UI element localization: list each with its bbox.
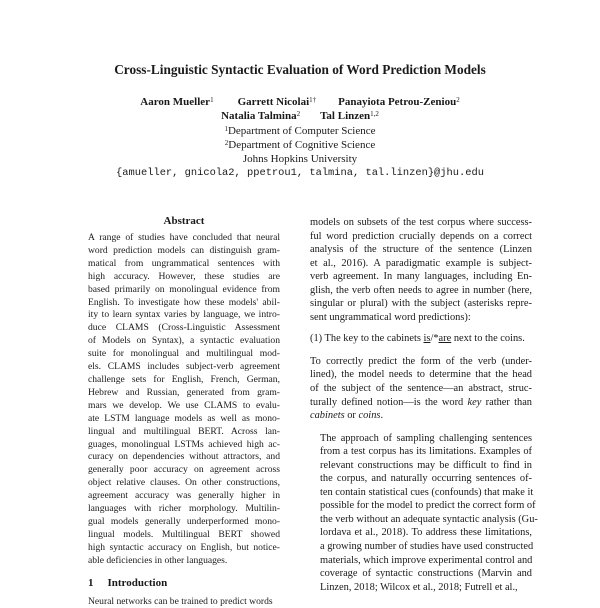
text-line: agreement accuracy was generally higher in <box>88 490 280 502</box>
left-column <box>88 214 280 608</box>
text-line: lordava et al., 2018). To address these limitations, <box>320 527 532 539</box>
text-line: lingual models. Multilingual BERT showed <box>88 528 280 540</box>
text-line: word prediction models can distinguish gram- <box>88 244 280 256</box>
author-name: Garrett Nicolai$^{1\dagger}$ <box>237 96 317 108</box>
text-line: guages, monolingual LSTMs achieved high ac- <box>88 438 280 450</box>
text-line: glish, the verb often needs to agree in number (here, <box>310 284 532 296</box>
text-line: the corpus, and naturally occurring sentences of- <box>320 473 532 485</box>
text-line: generally poor accuracy on agreement across <box>88 464 280 476</box>
author-row-2 <box>0 109 600 123</box>
author-name: Tal Linzen$^{1,2}$ <box>320 110 379 122</box>
section-heading-introduction: 1 Introduction <box>88 576 168 589</box>
text-line: suite for monolingual and multilingual mod- <box>88 348 280 360</box>
text-line: analysis of the structure of the sentence (Linzen <box>310 244 532 256</box>
text-line: lingual and multilingual BERT. Across lan- <box>88 425 280 437</box>
affiliation-line: $^2$Department of Cognitive Science <box>224 139 376 152</box>
text-line: object relative clauses. On other constructions, <box>88 477 280 489</box>
text-line: The approach of sampling challenging sentences <box>320 432 532 444</box>
text-line: materials, which improve experimental control and <box>320 554 533 566</box>
text-line: languages with richer morphology. Multilin- <box>88 503 280 515</box>
text-line: possible for the model to predict the correct form of <box>320 500 536 512</box>
author-name: Aaron Mueller$^1$ <box>140 96 214 108</box>
text-line: To correctly predict the form of the verb (under- <box>310 355 532 367</box>
text-line: curacy on dependencies without attractors, and <box>88 451 280 463</box>
author-block <box>0 95 600 123</box>
affiliation-line: $^1$Department of Computer Science <box>224 125 376 137</box>
text-line: duce CLAMS (Cross-Linguistic Assessment <box>88 322 280 334</box>
abstract-heading: Abstract <box>163 215 205 227</box>
paragraph <box>310 355 532 423</box>
text-line: mars we develop. We use CLAMS to evalu- <box>88 399 280 411</box>
text-line: from a test corpus has its limitations. Examples of <box>320 446 532 458</box>
affiliation-line: Johns Hopkins University <box>242 153 358 166</box>
text-line: verb agreement. In many languages, including En- <box>310 271 532 283</box>
text-line: models on subsets of the test corpus where success- <box>310 217 532 228</box>
paper-title: Cross-Linguistic Syntactic Evaluation of Word Prediction Models <box>114 62 486 77</box>
author-emails: {amueller, gnicola2, ppetrou1, talmina, tal.linzen}@jhu.edu <box>116 167 484 179</box>
text-line: matical from ungrammatical sentences with <box>88 257 280 269</box>
author-name: Panayiota Petrou-Zeniou$^2$ <box>338 96 460 108</box>
text-line: turally defined notion—is the word key rather than <box>310 396 532 408</box>
text-line: A range of studies have concluded that neural <box>88 232 280 243</box>
author-name: Natalia Talmina$^2$ <box>221 110 301 122</box>
text-line: of Models on Syntax), a syntactic evaluation <box>88 335 280 347</box>
text-line: the verb without an adequate syntactic analysis (Gu- <box>320 513 538 525</box>
text-line: lined), the model needs to determine that the head <box>310 369 532 381</box>
text-line: sent ungrammatical word predictions): <box>310 311 471 323</box>
text-line: et al., 2016). A paradigmatic example is subject- <box>310 257 532 269</box>
text-line: high accuracy. However, these studies are <box>88 270 280 282</box>
abstract-text <box>88 232 280 568</box>
text-line: of the subject of the sentence—an abstract, struc- <box>310 383 532 395</box>
text-line: challenge sets for English, French, German, <box>88 373 280 385</box>
text-line: based primarily on monolingual evidence from <box>88 283 280 295</box>
author-row-1 <box>0 95 600 109</box>
text-line: coverage of syntactic constructions (Marvin and <box>320 568 532 580</box>
text-line: English. To investigate how these models' abil- <box>88 296 280 308</box>
text-line: els. CLAMS includes subject-verb agreement <box>88 361 280 373</box>
text-line: ful word prediction crucially depends on a correct <box>310 230 532 242</box>
affiliations <box>0 124 600 167</box>
text-line: relevant constructions may be difficult to find in <box>320 459 532 471</box>
text-line: Hebrew and Russian, generated from gram- <box>88 386 280 398</box>
text-line: cabinets or coins. <box>310 410 384 422</box>
text-line: ten contain statistical cues (confounds) that make it <box>320 486 534 498</box>
text-line: singular or plural) with the subject (asterisks repre- <box>310 298 532 310</box>
right-column <box>310 216 538 594</box>
example-sentence: (1) The key to the cabinets is/*are next to the coins. <box>310 333 525 345</box>
text-line: ity to learn syntax varies by language, we intro- <box>88 309 280 321</box>
text-line: high syntactic accuracy on English, but notice- <box>88 541 280 553</box>
paragraph <box>310 432 538 595</box>
paragraph <box>310 216 532 324</box>
text-line: gual models generally underperformed mono- <box>88 515 280 527</box>
intro-text: Neural networks can be trained to predict words <box>88 595 273 607</box>
text-line: ate LSTM language models as well as mono- <box>88 412 280 424</box>
text-line: Linzen, 2018; Wilcox et al., 2018; Futrell et al., <box>320 581 518 593</box>
text-line: able deficiencies in other languages. <box>88 554 228 566</box>
text-line: a growing number of studies have used constructed <box>320 541 534 553</box>
